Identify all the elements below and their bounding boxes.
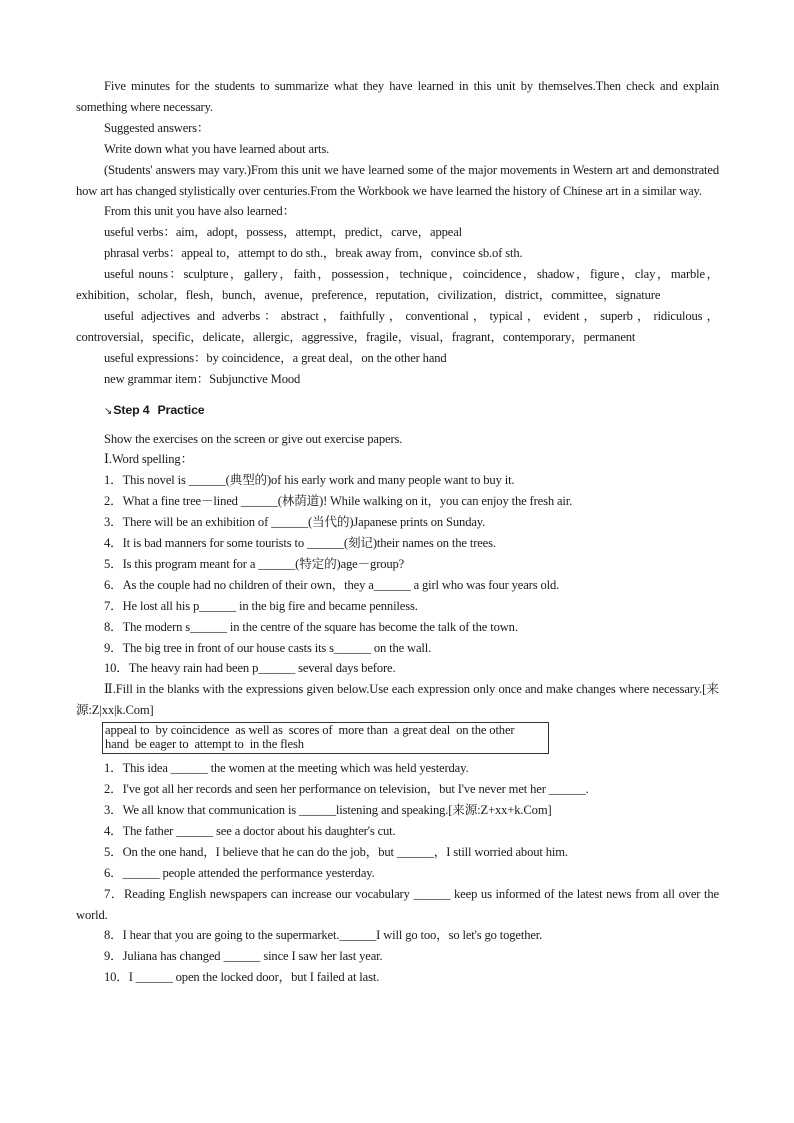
exercise-item: 10．I ______ open the locked door，but I failed at last.	[104, 970, 380, 985]
part2-title: Ⅱ.Fill in the blanks with the expressions given below.Use each expression only once and make changes where necessary.[来源:Z|xx|k.Com]	[76, 682, 719, 718]
exercise-item: 3．There will be an exhibition of ______(当代的)Japanese prints on Sunday.	[104, 515, 486, 530]
exercise-item: 5．On the one hand，I believe that he can do the job，but ______，I still worried about him.	[104, 844, 568, 859]
useful-verbs-line: useful verbs：aim，adopt，possess，attempt，predict，carve，appeal	[104, 225, 463, 240]
expression-term: more than	[338, 723, 388, 738]
exercise-item: 1．This novel is ______(典型的)of his early work and many people want to buy it.	[104, 473, 515, 488]
phrasal-verbs-line: phrasal verbs：appeal to，attempt to do sth.，break away from，convince sb.of sth.	[104, 246, 523, 261]
expression-box	[102, 722, 549, 754]
write-down-line: Write down what you have learned about arts.	[104, 141, 330, 156]
exercise-item: 7．Reading English newspapers can increase our vocabulary ______ keep us informed of the latest news from all over the world.	[76, 886, 719, 922]
expression-term: attempt to	[194, 736, 244, 751]
step-heading	[76, 400, 719, 423]
exercise-item: 4．It is bad manners for some tourists to ______(刻记)their names on the trees.	[104, 536, 496, 551]
useful-adjectives-paragraph: useful adjectives and adverbs：abstract，faithfully，conventional，typical，evident，superb，ridiculous，controversial，specific，delicate，allergic，aggressive，fragile，visual，fragrant，contemporary，permanent	[76, 308, 719, 344]
expression-term: be eager to	[134, 736, 189, 751]
expression-term: by coincidence	[155, 723, 230, 738]
exercise-item: 1．This idea ______ the women at the meeting which was held yesterday.	[104, 761, 469, 776]
expression-term: in the flesh	[249, 736, 304, 751]
expression-term: on the other hand	[105, 723, 515, 751]
expression-term: a great deal	[393, 723, 451, 738]
students-answer-paragraph: (Students' answers may vary.)From this unit we have learned some of the major movements in Western art and demonstrated how art has changed stylistically over centuries.From the Workbook we have learned the history of Chinese art in a similar way.	[76, 162, 719, 198]
exercise-item: 9．Juliana has changed ______ since I saw her last year.	[104, 949, 383, 964]
word-spelling-list	[76, 470, 719, 679]
exercise-item: 9．The big tree in front of our house casts its s______ on the wall.	[104, 640, 432, 655]
part1-title: Ⅰ.Word spelling：	[104, 452, 194, 467]
expression-term: scores of	[288, 723, 333, 738]
exercise-item: 2．I've got all her records and seen her performance on television，but I've never met her ______.	[104, 782, 589, 797]
exercise-item: 6．As the couple had no children of their own，they a______ a girl who was four years old.	[104, 577, 560, 592]
arrow-icon: ↘	[104, 405, 113, 417]
also-learned-line: From this unit you have also learned：	[104, 204, 296, 219]
step-label: Step 4	[113, 402, 150, 417]
exercise-item: 4．The father ______ see a doctor about his daughter's cut.	[104, 823, 396, 838]
useful-nouns-paragraph: useful nouns：sculpture，gallery，faith，possession，technique，coincidence，shadow，figure，clay，marble，exhibition，scholar，flesh，bunch，avenue，preference，reputation，civilization，district，committee，signature	[76, 267, 719, 303]
grammar-item-line: new grammar item：Subjunctive Mood	[104, 371, 301, 386]
exercise-item: 3．We all know that communication is ______listening and speaking.[来源:Z+xx+k.Com]	[104, 803, 552, 817]
exercise-item: 2．What a fine tree－lined ______(林荫道)! While walking on it，you can enjoy the fresh air.	[104, 494, 573, 509]
show-exercises-line: Show the exercises on the screen or give out exercise papers.	[104, 431, 403, 446]
expression-term: as well as	[235, 723, 283, 738]
exercise-item: 8．The modern s______ in the centre of the square has become the talk of the town.	[104, 619, 518, 634]
exercise-item: 8．I hear that you are going to the supermarket.______I will go too，so let's go together.	[104, 928, 543, 943]
expression-term: appeal to	[105, 723, 150, 738]
summary-intro: Five minutes for the students to summarize what they have learned in this unit by themselves.Then check and explain something where necessary.	[76, 79, 719, 114]
suggested-answers-label: Suggested answers：	[104, 120, 210, 135]
exercise-item: 6．______ people attended the performance yesterday.	[104, 865, 375, 880]
exercise-item: 5．Is this program meant for a ______(特定的)age－group?	[104, 556, 405, 571]
fill-blanks-list	[76, 758, 719, 988]
document-page	[76, 76, 719, 988]
step-title: Practice	[157, 402, 205, 417]
exercise-item: 10．The heavy rain had been p______ several days before.	[104, 661, 396, 676]
exercise-item: 7．He lost all his p______ in the big fire and became penniless.	[104, 598, 418, 613]
useful-expressions-line: useful expressions：by coincidence，a great deal，on the other hand	[104, 350, 447, 365]
